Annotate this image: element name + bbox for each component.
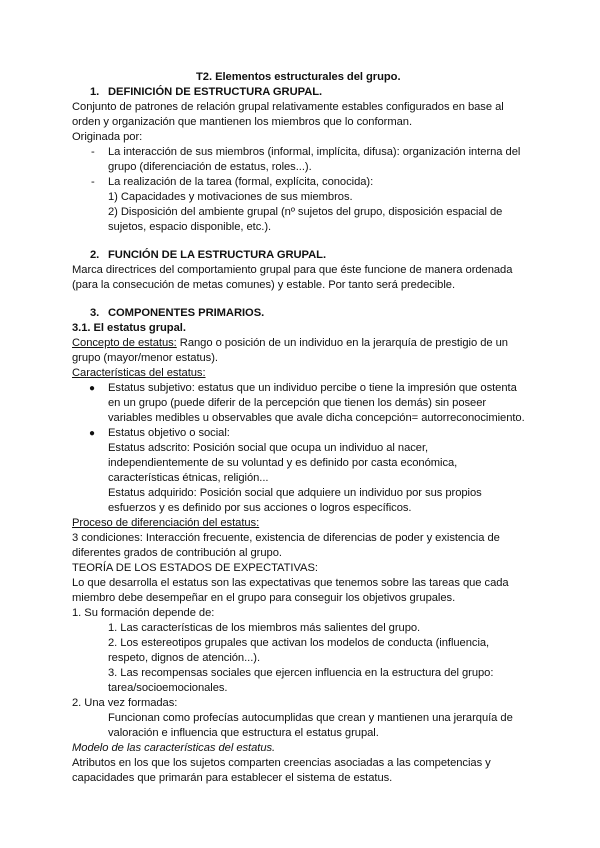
bullet-dot: ●: [89, 383, 96, 394]
list-item: en un grupo (puede diferir de la percepción que tienen los demás) sin poseer: [108, 397, 487, 409]
concept-label: Concepto de estatus:: [72, 337, 177, 349]
concept-text: Rango o posición de un individuo en la jerarquía de prestigio de un: [176, 337, 508, 349]
paragraph: Lo que desarrolla el estatus son las expectativas que tenemos sobre las tareas que cada: [72, 577, 509, 589]
numbered-item: 1. Su formación depende de:: [72, 607, 215, 619]
model-heading: Modelo de las características del estatus.: [72, 742, 276, 754]
paragraph: (para la consecución de metas comunes) y estable. Por tanto será predecible.: [72, 279, 455, 291]
list-item: esfuerzos y es definido por sus acciones o logros específicos.: [108, 502, 412, 514]
paragraph: Marca directrices del comportamiento grupal para que éste funcione de manera ordenada: [72, 264, 513, 276]
list-item: Estatus subjetivo: estatus que un individuo percibe o tiene la impresión que ostenta: [108, 382, 517, 394]
paragraph: miembro debe desempeñar en el grupo para conseguir los objetivos grupales.: [72, 592, 456, 604]
process-label: Proceso de diferenciación del estatus:: [72, 517, 260, 529]
list-item: características étnicas, religión...: [108, 472, 269, 484]
dash-bullet: -: [91, 176, 95, 188]
paragraph: orden y organización que mantienen los miembros que lo conforman.: [72, 116, 413, 128]
concept-line: [72, 336, 508, 351]
paragraph: 3 condiciones: Interacción frecuente, existencia de diferencias de poder y existencia de: [72, 532, 500, 544]
paragraph: capacidades que primarán para establecer el sistema de estatus.: [72, 772, 393, 784]
list-item: sujetos, espacio disponible, etc.).: [108, 221, 272, 233]
numbered-item: 2. Una vez formadas:: [72, 697, 178, 709]
numbered-subitem: 3. Las recompensas sociales que ejercen influencia en la estructura del grupo:: [108, 667, 494, 679]
section-3-heading: COMPONENTES PRIMARIOS.: [108, 307, 265, 319]
list-item: variables medibles u observables que avale dicha concepción= autorreconocimiento.: [108, 412, 525, 424]
list-item: 1) Capacidades y motivaciones de sus miembros.: [108, 191, 353, 203]
numbered-subitem: 2. Los estereotipos grupales que activan los modelos de conducta (influencia,: [108, 637, 490, 649]
list-item: independientemente de su voluntad y es definido por casta económica,: [108, 457, 458, 469]
bullet-dot: ●: [89, 428, 96, 439]
dash-bullet: -: [91, 146, 95, 158]
paragraph: grupo (mayor/menor estatus).: [72, 352, 218, 364]
subsection-heading: 3.1. El estatus grupal.: [72, 322, 186, 334]
origin-label: Originada por:: [72, 131, 143, 143]
paragraph: Conjunto de patrones de relación grupal relativamente estables configurados en base al: [72, 101, 504, 113]
section-1-number: 1.: [90, 86, 100, 98]
numbered-subitem: valoración e influencia que estructura el estatus grupal.: [108, 727, 379, 739]
section-3-number: 3.: [90, 307, 100, 319]
characteristics-label: Características del estatus:: [72, 367, 206, 379]
list-item: La interacción de sus miembros (informal, implícita, difusa): organización interna del: [108, 146, 521, 158]
theory-heading: TEORÍA DE LOS ESTADOS DE EXPECTATIVAS:: [72, 562, 318, 574]
numbered-subitem: Funcionan como profecías autocumplidas que crean y mantienen una jerarquía de: [108, 712, 513, 724]
document-title: T2. Elementos estructurales del grupo.: [196, 71, 401, 83]
list-item: 2) Disposición del ambiente grupal (nº sujetos del grupo, disposición espacial de: [108, 206, 503, 218]
numbered-subitem: respeto, dignos de atención...).: [108, 652, 261, 664]
list-item: Estatus objetivo o social:: [108, 427, 230, 439]
section-2-number: 2.: [90, 249, 100, 261]
list-item: Estatus adscrito: Posición social que ocupa un individuo al nacer,: [108, 442, 429, 454]
list-item: Estatus adquirido: Posición social que adquiere un individuo por sus propios: [108, 487, 482, 499]
numbered-subitem: 1. Las características de los miembros más salientes del grupo.: [108, 622, 421, 634]
list-item: La realización de la tarea (formal, explícita, conocida):: [108, 176, 374, 188]
list-item: grupo (diferenciación de estatus, roles...).: [108, 161, 312, 173]
numbered-subitem: tarea/socioemocionales.: [108, 682, 228, 694]
paragraph: diferentes grados de contribución al grupo.: [72, 547, 282, 559]
section-1-heading: DEFINICIÓN DE ESTRUCTURA GRUPAL.: [108, 86, 323, 98]
section-2-heading: FUNCIÓN DE LA ESTRUCTURA GRUPAL.: [108, 249, 326, 261]
paragraph: Atributos en los que los sujetos comparten creencias asociadas a las competencias y: [72, 757, 491, 769]
